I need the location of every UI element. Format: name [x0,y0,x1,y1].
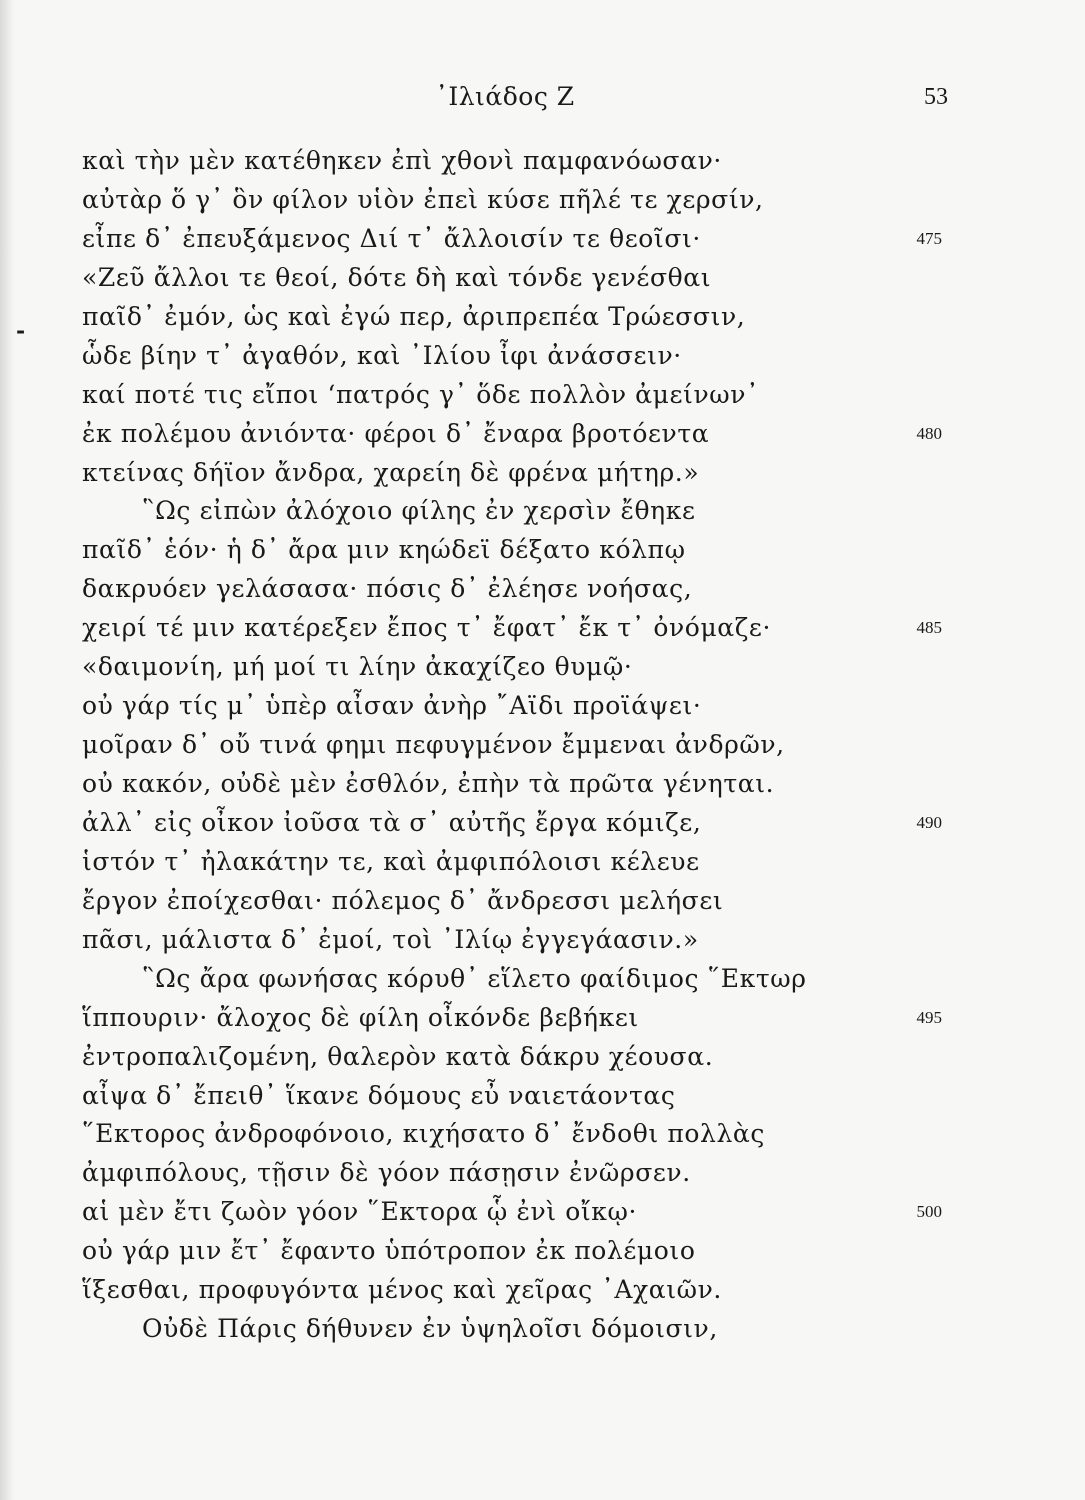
verse-text: παῖδ᾿ ἑόν· ἡ δ᾿ ἄρα μιν κηώδεϊ δέξατο κόλπῳ [82,535,686,565]
verse-text: ῝Ως εἰπὼν ἀλόχοιο φίλης ἐν χερσὶν ἔθηκε [142,496,696,526]
line-number: 480 [916,423,942,443]
verse-text: ῝Ως ἄρα φωνήσας κόρυθ᾿ εἵλετο φαίδιμος ῞Εκτωρ [142,963,807,993]
verse-text: καὶ τὴν μὲν κατέθηκεν ἐπὶ χθονὶ παμφανόωσαν· [82,146,722,175]
verse-text: αἶψα δ᾿ ἔπειθ᾿ ἵκανε δόμους εὖ ναιετάοντας [82,1080,676,1110]
verse-text: ἱστόν τ᾿ ἠλακάτην τε, καὶ ἀμφιπόλοισι κέλευε [82,846,700,876]
verse-block [82,142,982,1349]
verse-text: Οὐδὲ Πάρις δήθυνεν ἐν ὑψηλοῖσι δόμοισιν, [142,1314,718,1344]
verse-text: δακρυόεν γελάσασα· πόσις δ᾿ ἐλέησε νοήσας, [82,574,693,604]
verse-line [82,181,982,220]
line-number: 490 [916,812,942,832]
verse-text: παῖδ᾿ ἐμόν, ὡς καὶ ἐγώ περ, ἀριπρεπέα Τρώεσσιν, [82,301,746,331]
verse-line [82,1038,982,1077]
verse-line [82,999,982,1038]
verse-text: οὐ κακόν, οὐδὲ μὲν ἐσθλόν, ἐπὴν τὰ πρῶτα γένηται. [82,769,775,798]
verse-line [82,1115,982,1154]
verse-line [82,298,982,337]
verse-text: ῞Εκτορος ἀνδροφόνοιο, κιχήσατο δ᾿ ἔνδοθι πολλὰς [82,1119,765,1149]
verse-line [82,1077,982,1116]
verse-text: ἀλλ᾿ εἰς οἶκον ἰοῦσα τὰ σ᾿ αὐτῆς ἔργα κόμιζε, [82,807,702,837]
verse-text: «δαιμονίη, μή μοί τι λίην ἀκαχίζεο θυμῷ· [82,652,633,682]
verse-text: καί ποτέ τις εἴποι ‘πατρός γ᾿ ὅδε πολλὸν ἀμείνων᾿ [82,379,760,409]
line-number: 495 [916,1007,942,1027]
verse-line [82,1232,982,1271]
verse-line [82,1310,982,1349]
verse-line [82,415,982,454]
verse-text: ἐντροπαλιζομένη, θαλερὸν κατὰ δάκρυ χέουσα. [82,1041,714,1071]
verse-text: ἔργον ἐποίχεσθαι· πόλεμος δ᾿ ἄνδρεσσι μελήσει [82,885,724,915]
verse-text: ἵξεσθαι, προφυγόντα μένος καὶ χεῖρας ᾿Αχαιῶν. [82,1275,722,1305]
binding-edge-shadow [0,0,14,1500]
verse-text: αὐτὰρ ὅ γ᾿ ὃν φίλον υἱὸν ἐπεὶ κύσε πῆλέ τε χερσίν, [82,184,764,214]
verse-text: εἶπε δ᾿ ἐπευξάμενος Διί τ᾿ ἄλλοισίν τε θεοῖσι· [82,223,701,253]
verse-line [82,492,982,531]
page-number: 53 [924,84,948,110]
verse-text: ἵππουριν· ἄλοχος δὲ φίλη οἶκόνδε βεβήκει [82,1002,639,1032]
verse-line [82,726,982,765]
line-number: 475 [916,228,942,248]
verse-line [82,687,982,726]
verse-line [82,765,982,804]
verse-text: οὐ γάρ τίς μ᾿ ὑπὲρ αἶσαν ἀνὴρ ῎Αϊδι προϊάψει· [82,691,702,721]
verse-line [82,531,982,570]
verse-line [82,1193,982,1232]
verse-text: ἀμφιπόλους, τῇσιν δὲ γόον πάσῃσιν ἐνῶρσεν. [82,1158,691,1188]
verse-line [82,454,982,493]
verse-line [82,843,982,882]
verse-line [82,376,982,415]
margin-mark: - [16,318,26,344]
verse-line [82,648,982,687]
verse-text: οὐ γάρ μιν ἔτ᾿ ἔφαντο ὑπότροπον ἐκ πολέμοιο [82,1236,696,1266]
verse-text: μοῖραν δ᾿ οὔ τινά φημι πεφυγμένον ἔμμεναι ἀνδρῶν, [82,730,785,760]
running-header-title: ᾿Ιλιάδος Ζ [435,82,575,111]
verse-text: «Ζεῦ ἄλλοι τε θεοί, δότε δὴ καὶ τόνδε γενέσθαι [82,262,712,292]
line-number: 485 [916,618,942,638]
verse-text: ὧδε βίην τ᾿ ἀγαθόν, καὶ ᾿Ιλίου ἶφι ἀνάσσειν· [82,340,682,370]
verse-text: αἱ μὲν ἔτι ζωὸν γόον ῞Εκτορα ᾧ ἐνὶ οἴκῳ· [82,1197,638,1227]
verse-text: κτείνας δήϊον ἄνδρα, χαρείη δὲ φρένα μήτηρ.» [82,457,700,487]
verse-line [82,337,982,376]
verse-line [82,960,982,999]
verse-line [82,921,982,960]
verse-text: πᾶσι, μάλιστα δ᾿ ἐμοί, τοὶ ᾿Ιλίῳ ἐγγεγάασιν.» [82,924,699,954]
verse-text: ἐκ πολέμου ἀνιόντα· φέροι δ᾿ ἔναρα βροτόεντα [82,418,710,448]
verse-line [82,609,982,648]
verse-line [82,570,982,609]
verse-line [82,259,982,298]
verse-line [82,142,982,181]
verse-line [82,1271,982,1310]
verse-line [82,1154,982,1193]
verse-line [82,220,982,259]
verse-line [82,804,982,843]
line-number: 500 [916,1202,942,1222]
verse-line [82,882,982,921]
verse-text: χειρί τέ μιν κατέρεξεν ἔπος τ᾿ ἔφατ᾿ ἔκ τ᾿ ὀνόμαζε· [82,613,772,643]
